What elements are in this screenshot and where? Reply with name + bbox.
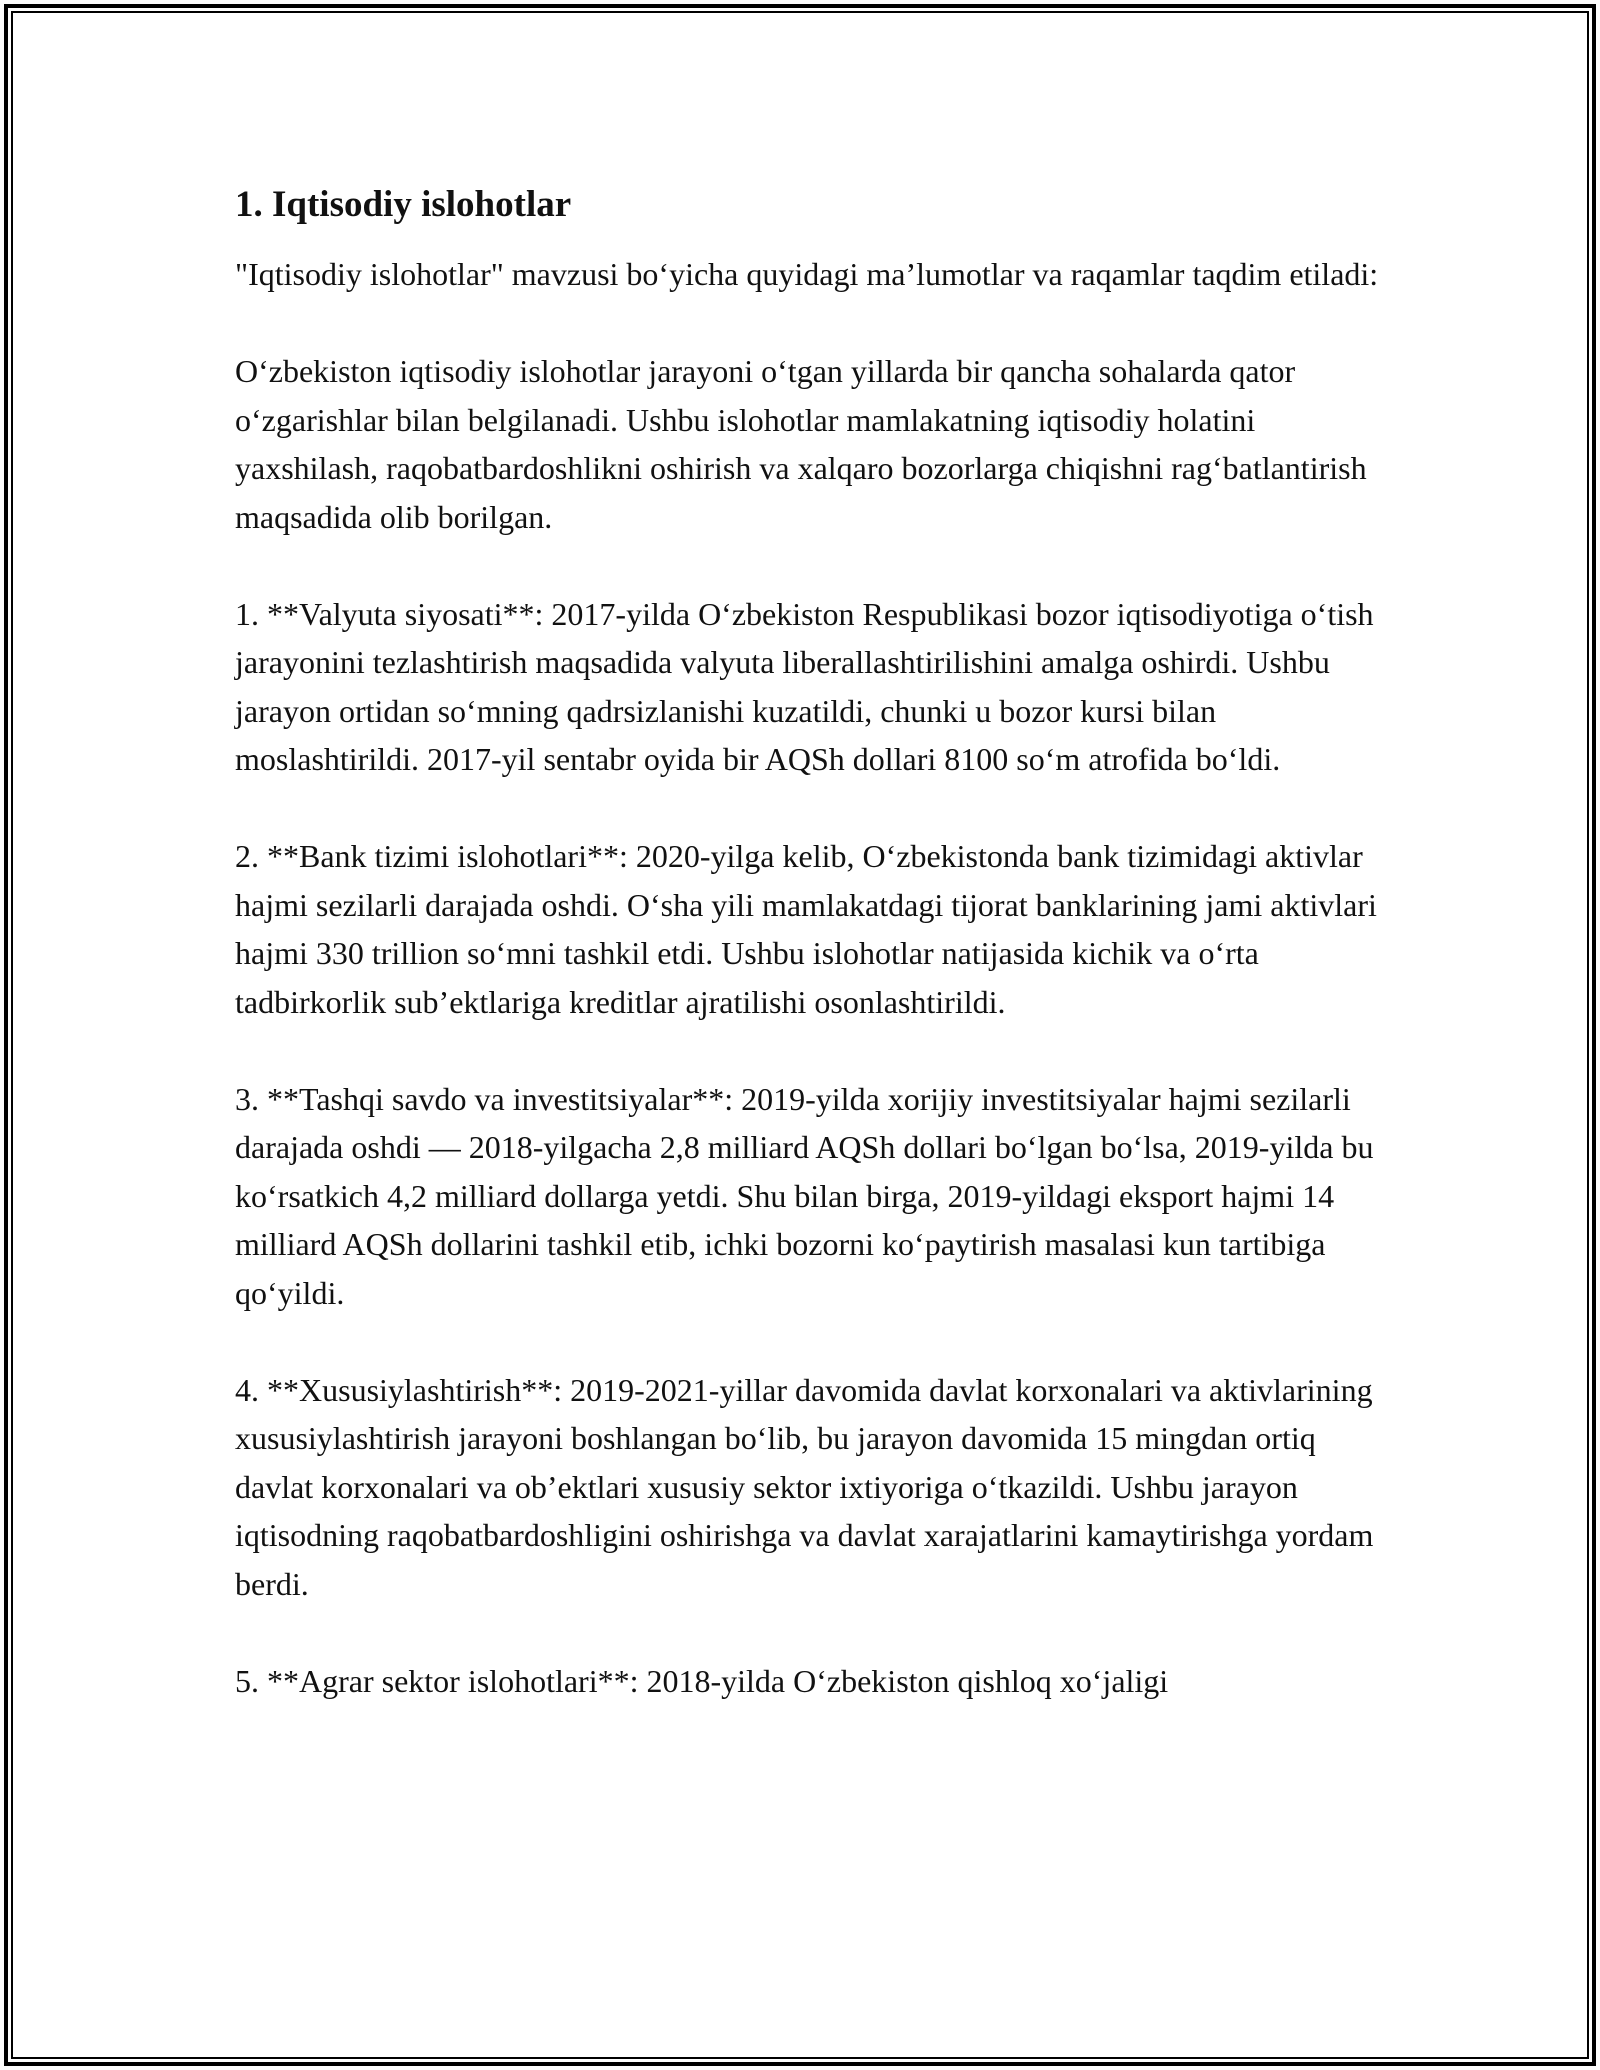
- document-body: [235, 182, 1385, 1754]
- trade-investment-paragraph: 3. **Tashqi savdo va investitsiyalar**: 2019-yilda xorijiy investitsiyalar hajmi sezilarli darajada oshdi — 2018-yilgacha 2,8 milliard AQSh dollari bo‘lgan bo‘lsa, 2019-yilda bu ko‘rsatkich 4,2 milliard dollarga yetdi. Shu bilan birga, 2019-yildagi eksport hajmi 14 milliard AQSh dollarini tashkil etib, ichki bozorni ko‘paytirish masalasi kun tartibiga qo‘yildi.: [235, 1080, 1374, 1311]
- currency-policy-paragraph: 1. **Valyuta siyosati**: 2017-yilda O‘zbekiston Respublikasi bozor iqtisodiyotiga o‘tish jarayonini tezlashtirish maqsadida valyuta liberallashtirilishini amalga oshirdi. Ushbu jarayon ortidan so‘mning qadrsizlanishi kuzatildi, chunki u bozor kursi bilan moslashtirildi. 2017-yil sentabr oyida bir AQSh dollari 8100 so‘m atrofida bo‘ldi.: [235, 595, 1374, 777]
- agrarian-reform-paragraph: 5. **Agrar sektor islohotlari**: 2018-yilda O‘zbekiston qishloq xo‘jaligi: [235, 1662, 1169, 1699]
- intro-paragraph: "Iqtisodiy islohotlar" mavzusi bo‘yicha quyidagi ma’lumotlar va raqamlar taqdim etiladi:: [235, 256, 1379, 292]
- privatization-paragraph: 4. **Xususiylashtirish**: 2019-2021-yillar davomida davlat korxonalari va aktivlarining xususiylashtirish jarayoni boshlangan bo‘lib, bu jarayon davomida 15 mingdan ortiq davlat korxonalari va ob’ektlari xususiy sektor ixtiyoriga o‘tkazildi. Ushbu jarayon iqtisodning raqobatbardoshligini oshirishga va davlat xarajatlarini kamaytirishga yordam berdi.: [235, 1371, 1374, 1602]
- section-heading: 1. Iqtisodiy islohotlar: [235, 184, 572, 225]
- overview-paragraph: O‘zbekiston iqtisodiy islohotlar jarayoni o‘tgan yillarda bir qancha sohalarda qator o‘zgarishlar bilan belgilanadi. Ushbu islohotlar mamlakatning iqtisodiy holatini yaxshilash, raqobatbardoshlikni oshirish va xalqaro bozorlarga chiqishni rag‘batlantirish maqsadida olib borilgan.: [235, 353, 1367, 535]
- banking-reform-paragraph: 2. **Bank tizimi islohotlari**: 2020-yilga kelib, O‘zbekistonda bank tizimidagi aktivlar hajmi sezilarli darajada oshdi. O‘sha yili mamlakatdagi tijorat banklarining jami aktivlari hajmi 330 trillion so‘mni tashkil etdi. Ushbu islohotlar natijasida kichik va o‘rta tadbirkorlik sub’ektlariga kreditlar ajratilishi osonlashtirildi.: [235, 838, 1377, 1020]
